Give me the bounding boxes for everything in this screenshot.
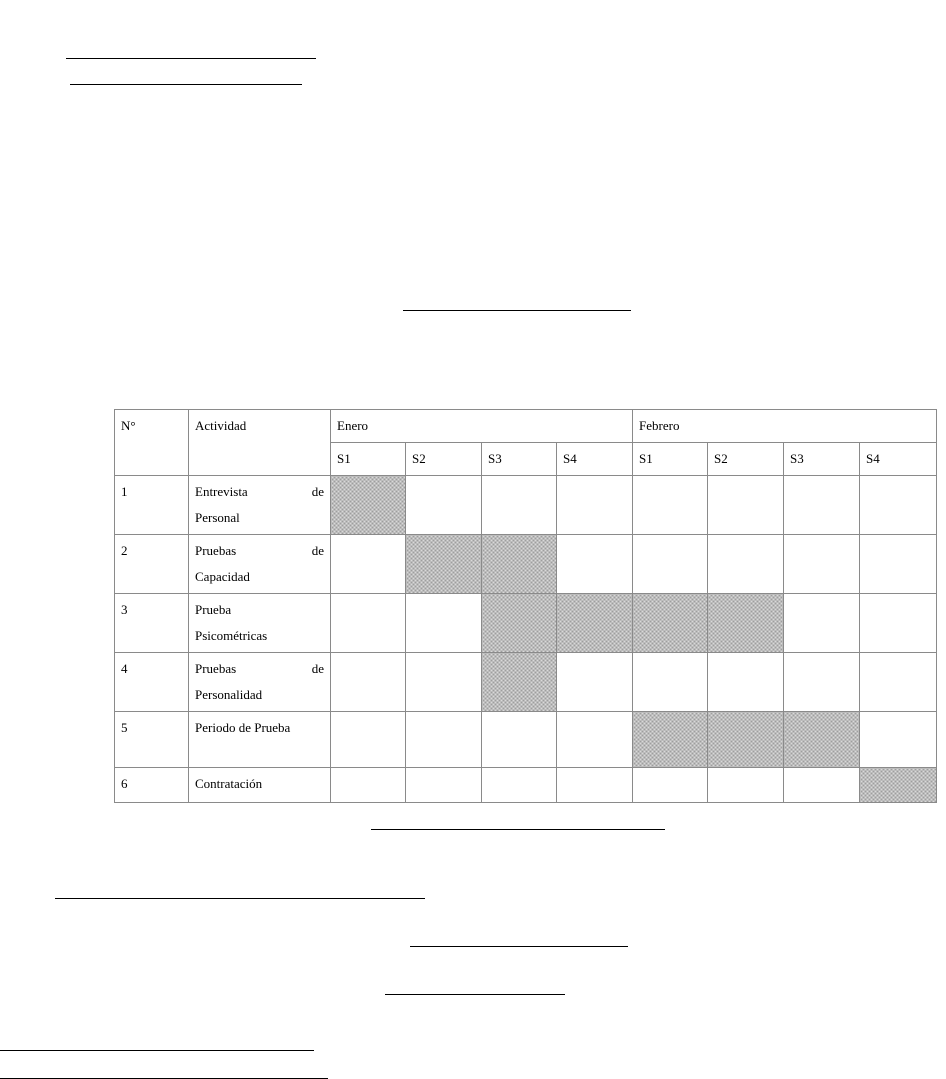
table-row bbox=[115, 594, 937, 653]
week-cell bbox=[633, 768, 708, 803]
header-week: S1 bbox=[331, 443, 406, 476]
week-cell bbox=[784, 594, 860, 653]
table-row bbox=[115, 712, 937, 768]
table-row bbox=[115, 535, 937, 594]
row-number: 6 bbox=[115, 768, 189, 803]
row-number: 3 bbox=[115, 594, 189, 653]
week-cell bbox=[331, 712, 406, 768]
week-cell bbox=[331, 768, 406, 803]
week-cell bbox=[557, 535, 633, 594]
week-cell bbox=[860, 712, 937, 768]
redacted-line bbox=[385, 994, 565, 995]
week-cell bbox=[482, 768, 557, 803]
week-cell bbox=[633, 653, 708, 712]
week-cell bbox=[406, 712, 482, 768]
row-activity bbox=[189, 653, 331, 712]
week-cell bbox=[784, 476, 860, 535]
month-header-row bbox=[115, 410, 937, 443]
week-cell bbox=[708, 476, 784, 535]
week-cell bbox=[331, 535, 406, 594]
row-activity bbox=[189, 712, 331, 768]
row-number: 2 bbox=[115, 535, 189, 594]
week-cell bbox=[557, 712, 633, 768]
week-cell bbox=[331, 594, 406, 653]
header-week: S2 bbox=[406, 443, 482, 476]
redacted-line bbox=[66, 58, 316, 59]
activity-line: Pruebas de bbox=[195, 543, 324, 558]
week-cell bbox=[406, 768, 482, 803]
gantt-schedule-table bbox=[114, 409, 937, 803]
header-month-enero: Enero bbox=[331, 410, 633, 443]
week-cell bbox=[557, 653, 633, 712]
scheduled-week-cell bbox=[860, 768, 937, 803]
header-week: S1 bbox=[633, 443, 708, 476]
row-activity bbox=[189, 768, 331, 803]
table-row bbox=[115, 476, 937, 535]
activity-line: Personal bbox=[195, 510, 240, 525]
scheduled-week-cell bbox=[482, 535, 557, 594]
activity-line: Entrevista de bbox=[195, 484, 324, 499]
week-cell bbox=[860, 535, 937, 594]
activity-line: Contratación bbox=[195, 776, 263, 791]
week-cell bbox=[482, 476, 557, 535]
week-cell bbox=[482, 712, 557, 768]
header-week: S4 bbox=[860, 443, 937, 476]
week-cell bbox=[633, 535, 708, 594]
row-activity bbox=[189, 594, 331, 653]
activity-line: Periodo de Prueba bbox=[195, 720, 291, 735]
redacted-line bbox=[403, 310, 631, 311]
header-month-febrero: Febrero bbox=[633, 410, 937, 443]
scheduled-week-cell bbox=[784, 712, 860, 768]
row-activity bbox=[189, 476, 331, 535]
header-number: N° bbox=[115, 410, 189, 476]
header-week: S3 bbox=[482, 443, 557, 476]
week-cell bbox=[860, 653, 937, 712]
redacted-line bbox=[55, 898, 425, 899]
scheduled-week-cell bbox=[406, 535, 482, 594]
table-row bbox=[115, 768, 937, 803]
row-activity bbox=[189, 535, 331, 594]
activity-line: Psicométricas bbox=[195, 628, 268, 643]
scheduled-week-cell bbox=[557, 594, 633, 653]
header-week: S4 bbox=[557, 443, 633, 476]
row-number: 5 bbox=[115, 712, 189, 768]
scheduled-week-cell bbox=[708, 712, 784, 768]
header-week: S3 bbox=[784, 443, 860, 476]
scheduled-week-cell bbox=[482, 653, 557, 712]
header-week: S2 bbox=[708, 443, 784, 476]
week-cell bbox=[557, 476, 633, 535]
activity-line: Pruebas de bbox=[195, 661, 324, 676]
week-cell bbox=[406, 594, 482, 653]
activity-line: Personalidad bbox=[195, 687, 263, 702]
week-cell bbox=[557, 768, 633, 803]
header-activity: Actividad bbox=[189, 410, 331, 476]
activity-line: Prueba bbox=[195, 602, 232, 617]
row-number: 1 bbox=[115, 476, 189, 535]
scheduled-week-cell bbox=[331, 476, 406, 535]
scheduled-week-cell bbox=[482, 594, 557, 653]
week-cell bbox=[406, 653, 482, 712]
week-cell bbox=[860, 594, 937, 653]
week-cell bbox=[406, 476, 482, 535]
row-number: 4 bbox=[115, 653, 189, 712]
week-cell bbox=[708, 653, 784, 712]
week-cell bbox=[860, 476, 937, 535]
redacted-line bbox=[0, 1050, 314, 1051]
scheduled-week-cell bbox=[633, 594, 708, 653]
week-cell bbox=[784, 653, 860, 712]
week-cell bbox=[708, 768, 784, 803]
week-cell bbox=[784, 535, 860, 594]
redacted-line bbox=[410, 946, 628, 947]
week-cell bbox=[784, 768, 860, 803]
week-cell bbox=[633, 476, 708, 535]
redacted-line bbox=[371, 829, 665, 830]
table-row bbox=[115, 653, 937, 712]
week-cell bbox=[708, 535, 784, 594]
scheduled-week-cell bbox=[708, 594, 784, 653]
activity-line: Capacidad bbox=[195, 569, 250, 584]
scheduled-week-cell bbox=[633, 712, 708, 768]
redacted-line bbox=[70, 84, 302, 85]
week-cell bbox=[331, 653, 406, 712]
